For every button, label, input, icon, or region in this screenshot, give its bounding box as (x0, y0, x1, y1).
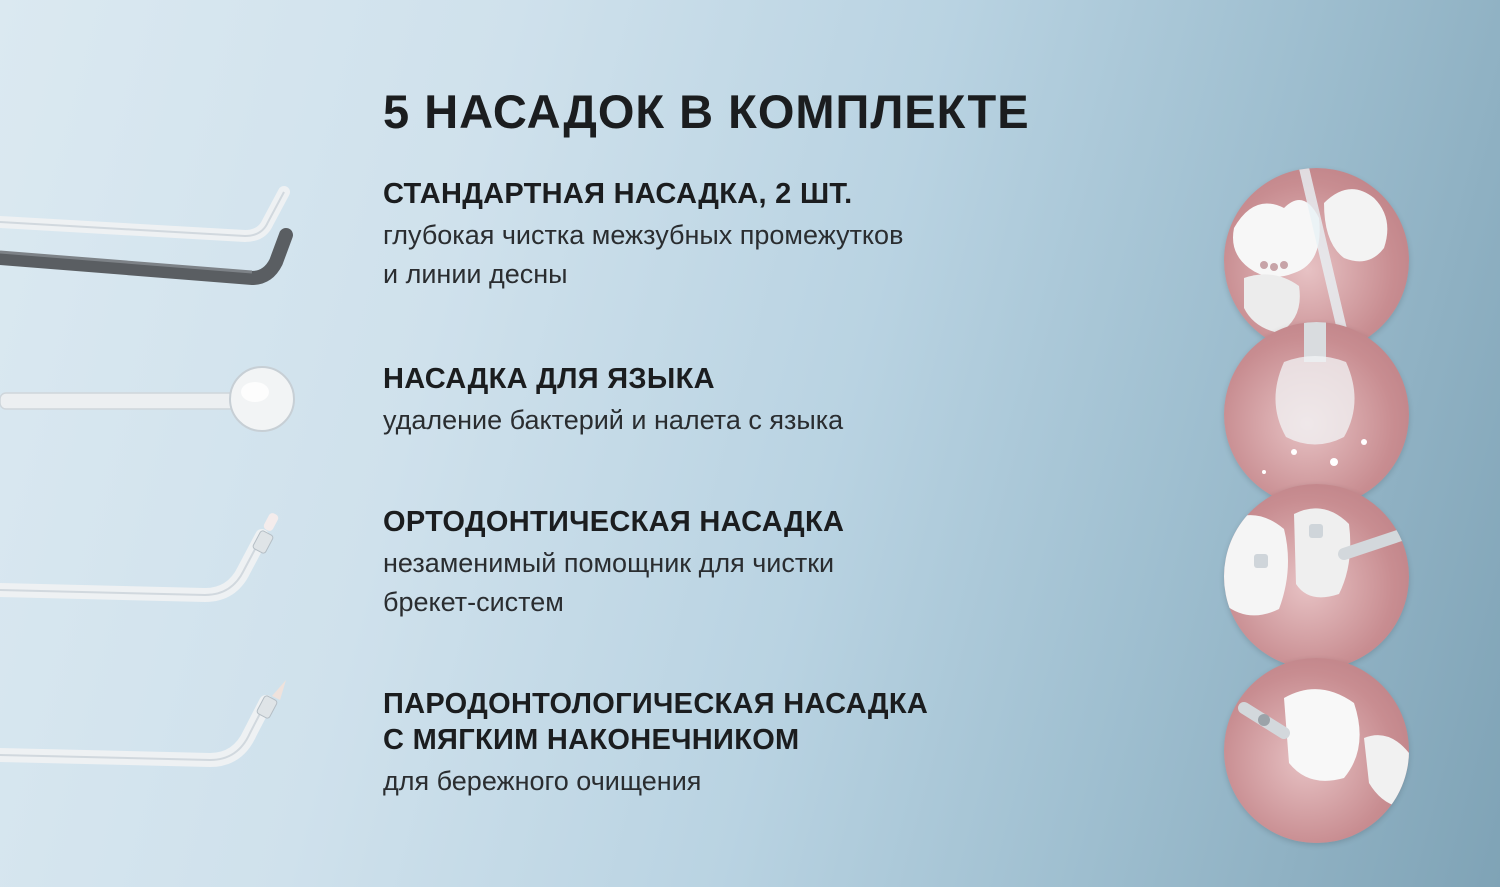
description-line: незаменимый помощник для чистки (383, 548, 835, 578)
feature-description (383, 544, 1083, 622)
page-title: 5 НАСАДОК В КОМПЛЕКТЕ (383, 85, 1030, 138)
feature-orthodontic-tip (383, 504, 1083, 622)
description-line: для бережного очищения (383, 766, 702, 796)
description-line: глубокая чистка межзубных промежутков (383, 220, 904, 250)
feature-description (383, 762, 1083, 801)
periodontal-tip-icon (0, 680, 286, 760)
heading-line: С МЯГКИМ НАКОНЕЧНИКОМ (383, 724, 800, 756)
feature-standard-tip (383, 176, 1083, 294)
orthodontic-tip-icon (0, 512, 280, 595)
feature-tongue-tip (383, 361, 1083, 440)
feature-heading: ОРТОДОНТИЧЕСКАЯ НАСАДКА (383, 506, 845, 538)
description-line: удаление бактерий и налета с языка (383, 405, 844, 435)
gum-cleaning-icon (1224, 658, 1409, 843)
feature-periodontal-tip (383, 686, 1083, 801)
feature-description (383, 216, 1083, 294)
feature-heading: СТАНДАРТНАЯ НАСАДКА, 2 ШТ. (383, 178, 853, 210)
description-line: и линии десны (383, 259, 568, 289)
feature-heading: НАСАДКА ДЛЯ ЯЗЫКА (383, 363, 715, 395)
description-line: брекет-систем (383, 587, 564, 617)
heading-line: ПАРОДОНТОЛОГИЧЕСКАЯ НАСАДКА (383, 688, 929, 720)
braces-cleaning-icon (1224, 484, 1409, 669)
feature-description (383, 401, 1083, 440)
tongue-cleaner-icon (0, 367, 294, 431)
standard-tip-icon (0, 192, 284, 236)
feature-heading (383, 686, 1083, 758)
nozzle-illustrations (0, 0, 320, 887)
tongue-cleaning-icon (1224, 322, 1409, 507)
